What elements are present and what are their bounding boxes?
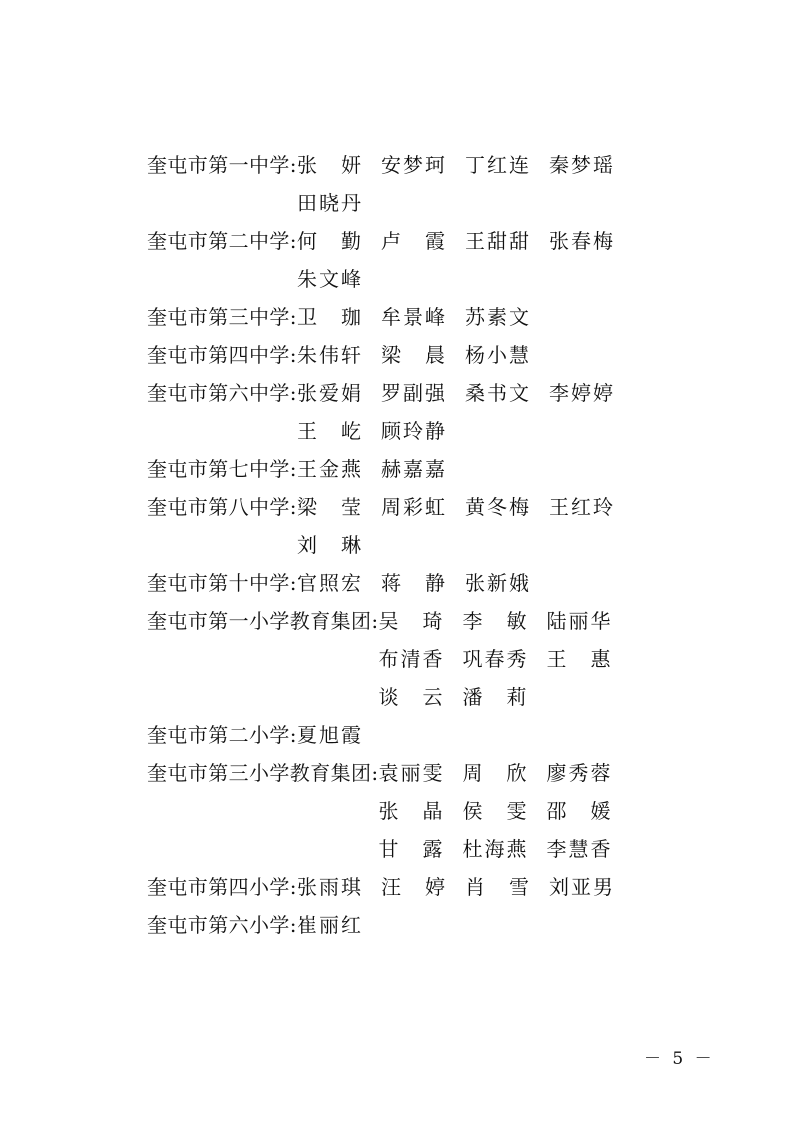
person-name: 崔丽红 [296,913,361,937]
person-name: 王甜甜 [464,229,529,253]
name-list [297,868,647,906]
person-name: 卫 珈 [296,305,361,329]
school-entry [147,488,647,564]
person-name: 夏旭霞 [296,723,361,747]
person-name: 李慧香 [546,837,611,861]
person-name: 张 妍 [296,153,361,177]
page-number: － 5 － [644,1049,715,1069]
person-name: 王 屹 [296,419,361,443]
name-list [297,488,647,564]
person-name: 刘亚男 [548,875,613,899]
person-name: 丁红连 [464,153,529,177]
person-name: 肖 雪 [464,875,529,899]
school-name: 奎屯市第四小学: [147,875,297,899]
school-entry [147,298,647,336]
school-name: 奎屯市第一中学: [147,153,297,177]
school-entry [147,450,647,488]
school-entry [147,222,647,298]
school-name: 奎屯市第三中学: [147,305,297,329]
school-entry [147,906,647,944]
person-name: 周彩虹 [380,495,445,519]
name-list [297,450,647,488]
name-list [297,906,647,944]
person-name: 朱伟轩 [296,343,361,367]
person-name: 李婷婷 [548,381,613,405]
school-name: 奎屯市第八中学: [147,495,297,519]
school-entry [147,602,647,716]
person-name: 安梦珂 [380,153,445,177]
school-name: 奎屯市第六中学: [147,381,297,405]
school-entry [147,374,647,450]
person-name: 周 欣 [462,761,527,785]
name-list [379,602,647,716]
person-name: 秦梦瑶 [548,153,613,177]
person-name: 张新娥 [464,571,529,595]
person-name: 官照宏 [296,571,361,595]
person-name: 王金燕 [296,457,361,481]
person-name: 袁丽雯 [378,761,443,785]
person-name: 牟景峰 [380,305,445,329]
school-entry [147,146,647,222]
person-name: 蒋 静 [380,571,445,595]
person-name: 汪 婷 [380,875,445,899]
school-entry [147,716,647,754]
person-name: 刘 琳 [296,533,361,557]
person-name: 杜海燕 [462,837,527,861]
name-list [297,146,647,222]
school-name: 奎屯市第十中学: [147,571,297,595]
school-entry [147,564,647,602]
person-name: 甘 露 [378,837,443,861]
school-name: 奎屯市第六小学: [147,913,297,937]
person-name: 巩春秀 [462,647,527,671]
name-list [297,336,647,374]
school-name: 奎屯市第二中学: [147,229,297,253]
school-name: 奎屯市第一小学教育集团: [147,609,379,633]
person-name: 张 晶 [378,799,443,823]
person-name: 张雨琪 [296,875,361,899]
name-list [297,716,647,754]
person-name: 朱文峰 [296,267,361,291]
person-name: 吴 琦 [378,609,443,633]
person-name: 苏素文 [464,305,529,329]
person-name: 邵 媛 [546,799,611,823]
award-list [147,146,647,944]
person-name: 廖秀蓉 [546,761,611,785]
name-list [297,222,647,298]
person-name: 张爱娟 [296,381,361,405]
person-name: 赫嘉嘉 [380,457,445,481]
person-name: 何 勤 [296,229,361,253]
name-list [297,298,647,336]
person-name: 谈 云 [378,685,443,709]
person-name: 罗副强 [380,381,445,405]
person-name: 侯 雯 [462,799,527,823]
person-name: 王 惠 [546,647,611,671]
person-name: 田晓丹 [296,191,361,215]
school-entry [147,754,647,868]
name-list [379,754,647,868]
person-name: 张春梅 [548,229,613,253]
name-list [297,374,647,450]
school-entry [147,868,647,906]
person-name: 梁 晨 [380,343,445,367]
person-name: 桑书文 [464,381,529,405]
person-name: 卢 霞 [380,229,445,253]
person-name: 王红玲 [548,495,613,519]
person-name: 李 敏 [462,609,527,633]
school-entry [147,336,647,374]
school-name: 奎屯市第四中学: [147,343,297,367]
person-name: 黄冬梅 [464,495,529,519]
name-list [297,564,647,602]
person-name: 杨小慧 [464,343,529,367]
person-name: 布清香 [378,647,443,671]
school-name: 奎屯市第二小学: [147,723,297,747]
school-name: 奎屯市第七中学: [147,457,297,481]
person-name: 梁 莹 [296,495,361,519]
person-name: 陆丽华 [546,609,611,633]
school-name: 奎屯市第三小学教育集团: [147,761,379,785]
person-name: 顾玲静 [380,419,445,443]
person-name: 潘 莉 [462,685,527,709]
